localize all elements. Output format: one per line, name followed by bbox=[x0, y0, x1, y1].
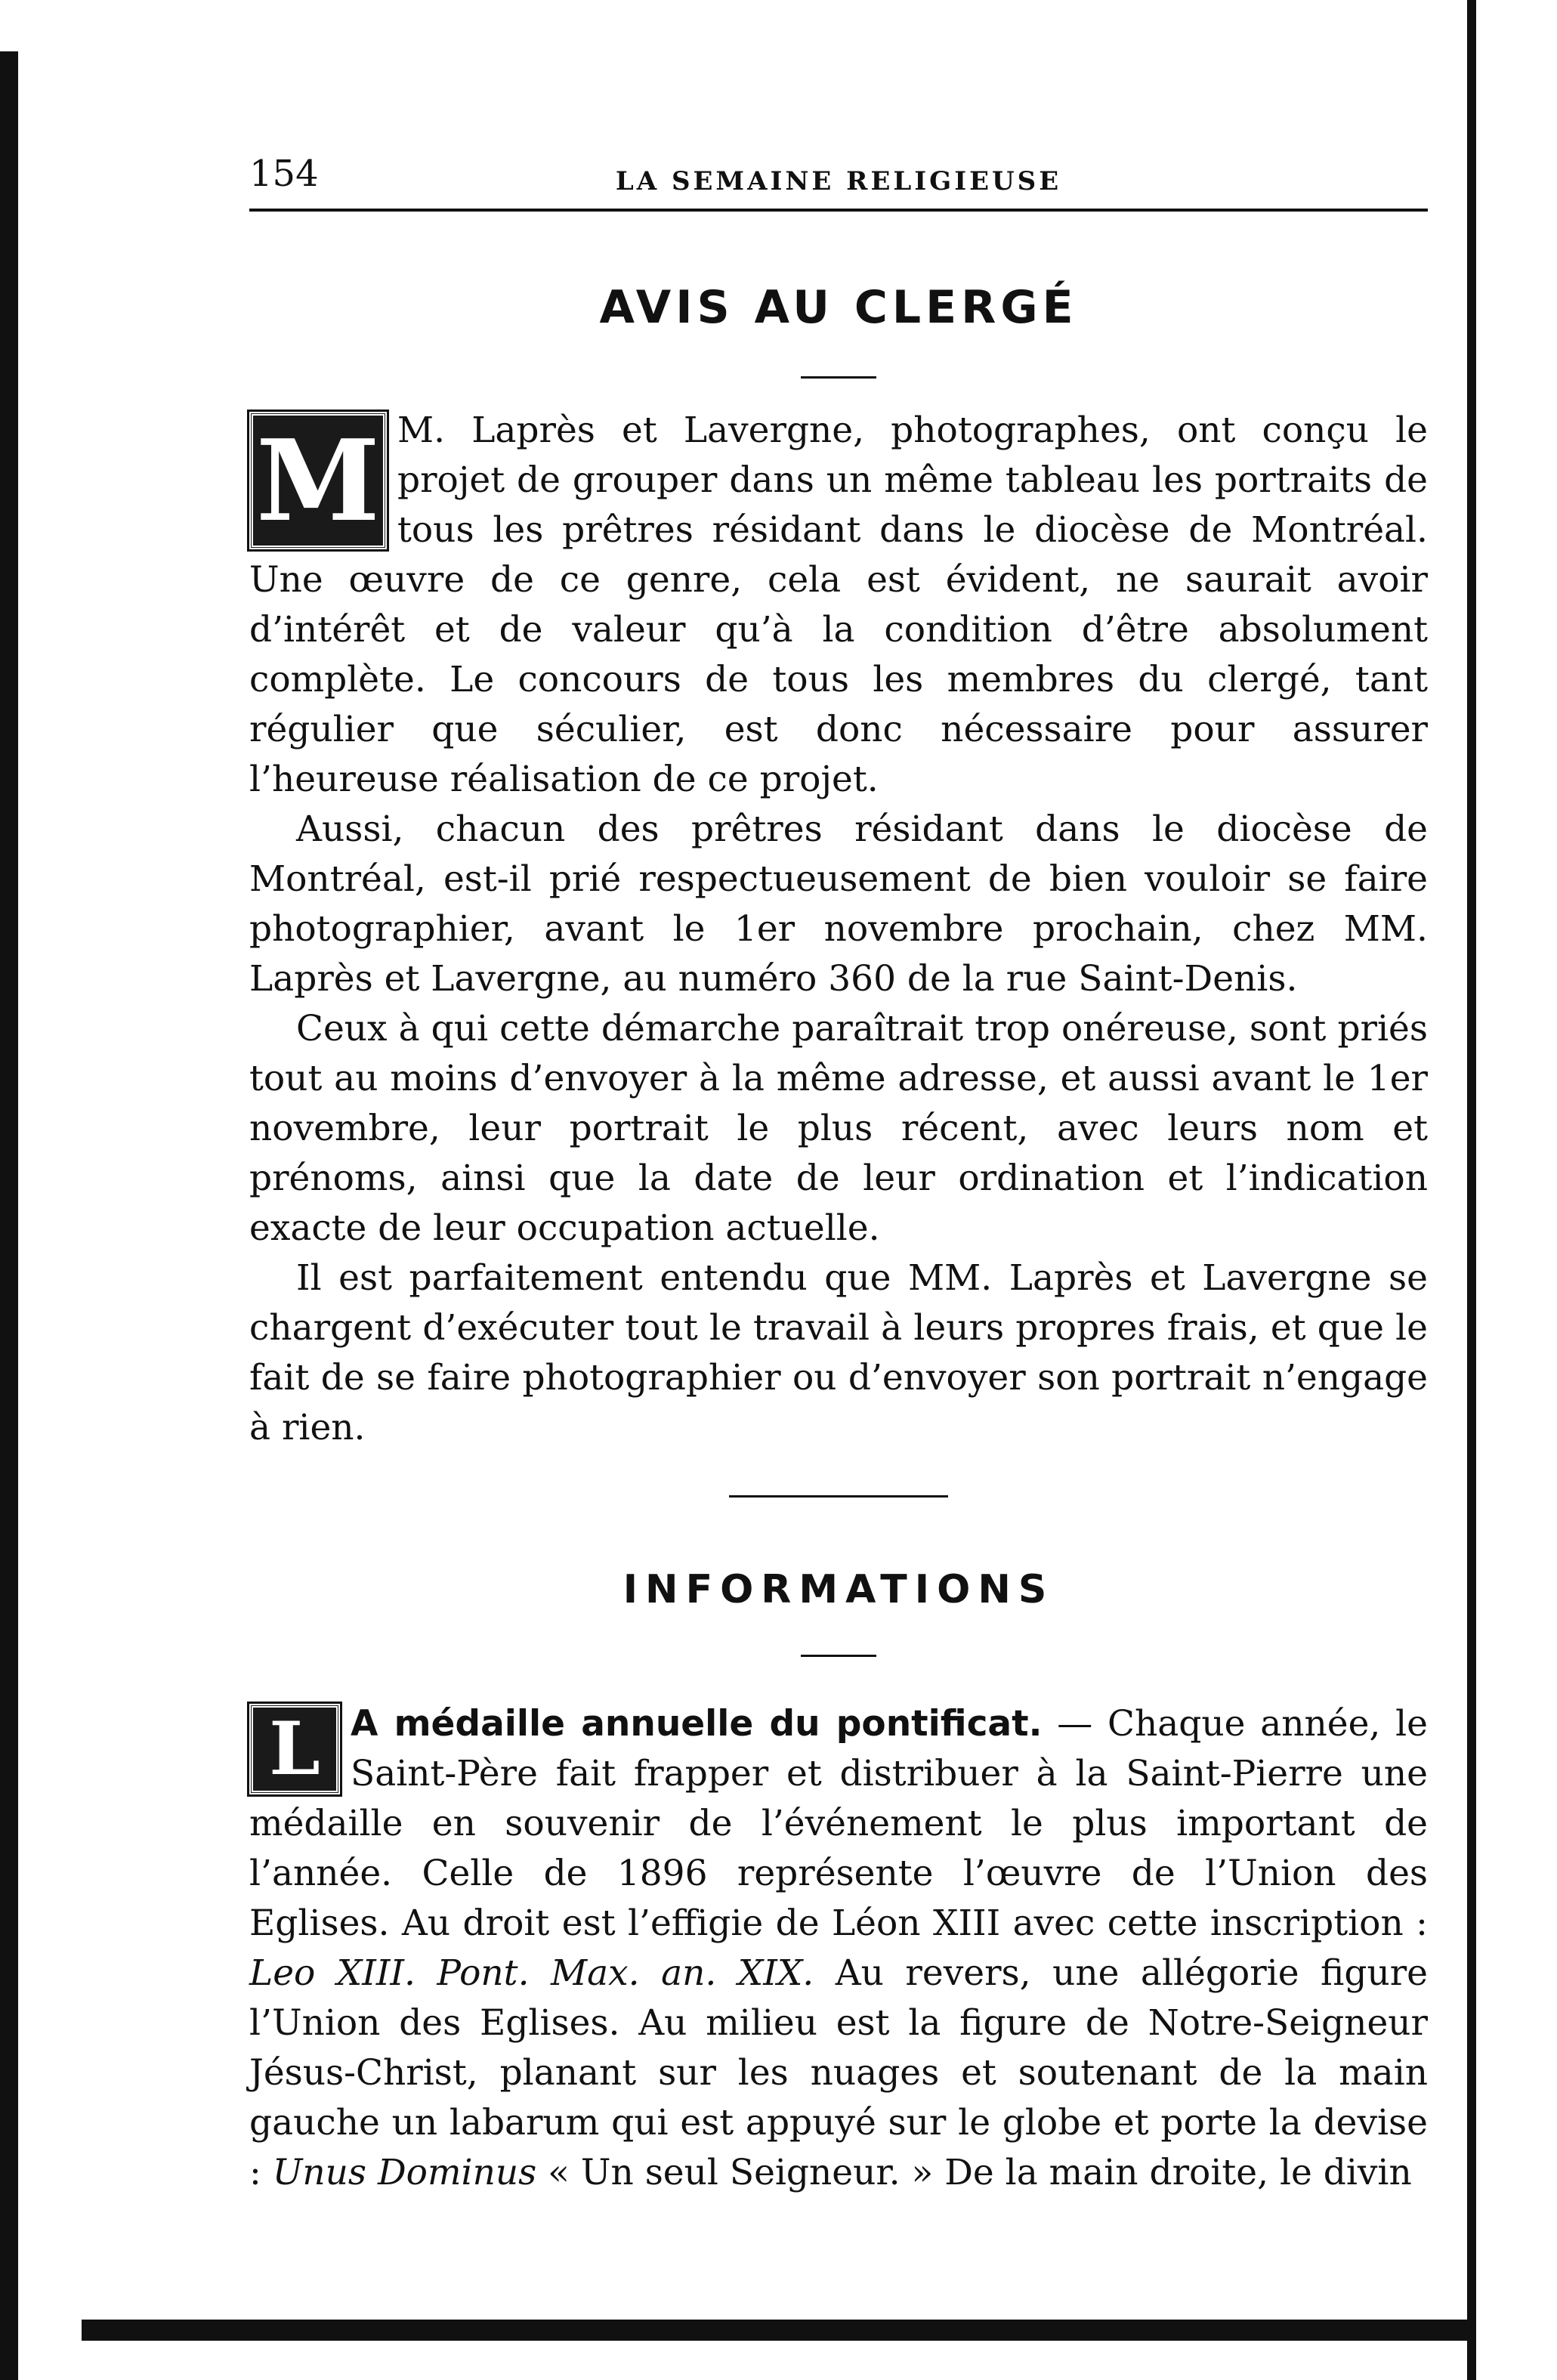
medal-motto: Unus Dominus bbox=[272, 2152, 537, 2193]
article-text-2: Au revers, une allégorie figure l’Union des Eglises. Au milieu est la figure de Notre-Seigneur Jésus-Christ, planant sur les nuages et soutenant de la main gauche un labarum qui est appuyé sur le globe et porte la devise : bbox=[249, 1952, 1428, 2193]
medal-inscription: Leo XIII. Pont. Max. an. XIX. bbox=[249, 1952, 814, 1994]
running-head-title: LA SEMAINE RELIGIEUSE bbox=[615, 166, 1062, 196]
notice-paragraph-1: M. Laprès et Lavergne, photographes, ont conçu le projet de grouper dans un même tableau les portraits de tous les prêtres résidant dans le diocèse de Montréal. Une œuvre de ce genre, cela est évident, ne saurait avoir d’intérêt et de valeur qu’à la condition d’être absolument complète. Le concours de tous les membres du clergé, tant régulier que séculier, est donc nécessaire pour assurer l’heureuse réalisation de ce projet. bbox=[249, 410, 1428, 800]
article-text-3: « Un seul Seigneur. » De la main droite, le divin bbox=[536, 2152, 1412, 2193]
section-divider bbox=[729, 1495, 948, 1498]
header-rule bbox=[249, 209, 1428, 212]
section-divider bbox=[801, 1655, 876, 1657]
informations-title: INFORMATIONS bbox=[622, 1567, 1055, 1612]
informations-paragraph bbox=[249, 1699, 1428, 2198]
notice-paragraph-2: Aussi, chacun des prêtres résidant dans le diocèse de Montréal, est-il prié respectueusement de bien vouloir se faire photographier, avant le 1er novembre prochain, chez MM. Laprès et Lavergne, au numéro 360 de la rue Saint-Denis. bbox=[249, 808, 1428, 1000]
scan-border-left bbox=[0, 51, 18, 2380]
notice-paragraph-4: Il est parfaitement entendu que MM. Laprès et Lavergne se chargent d’exécuter tout le travail à leurs propres frais, et que le fait de se faire photographier ou d’envoyer son portrait n’engage à rien. bbox=[249, 1257, 1428, 1448]
running-head bbox=[249, 144, 1428, 204]
page bbox=[249, 144, 1428, 2198]
notice-title: AVIS AU CLERGÉ bbox=[599, 281, 1078, 334]
section-divider bbox=[801, 376, 876, 379]
dropcap-l: L bbox=[249, 1704, 340, 1794]
notice-body bbox=[249, 406, 1428, 1453]
notice-paragraph-3: Ceux à qui cette démarche paraîtrait trop onéreuse, sont priés tout au moins d’envoyer à la même adresse, et aussi avant le 1er novembre, leur portrait le plus récent, avec leurs nom et prénoms, ainsi que la date de leur ordination et l’indication exacte de leur occupation actuelle. bbox=[249, 1008, 1428, 1249]
informations-body bbox=[249, 1699, 1428, 2198]
scan-border-bottom bbox=[82, 2320, 1476, 2341]
page-number: 154 bbox=[249, 153, 319, 195]
article-lead: A médaille annuelle du pontificat. bbox=[351, 1703, 1043, 1745]
scan-border-right bbox=[1467, 0, 1476, 2380]
dropcap-m: M bbox=[249, 412, 387, 549]
article-text-1: — Chaque année, le Saint-Père fait frapper et distribuer à la Saint-Pierre une médaille en souvenir de l’événement le plus important de l’année. Celle de 1896 représente l’œuvre de l’Union des Eglises. Au droit est l’effigie de Léon XIII avec cette inscription : bbox=[249, 1703, 1428, 1944]
